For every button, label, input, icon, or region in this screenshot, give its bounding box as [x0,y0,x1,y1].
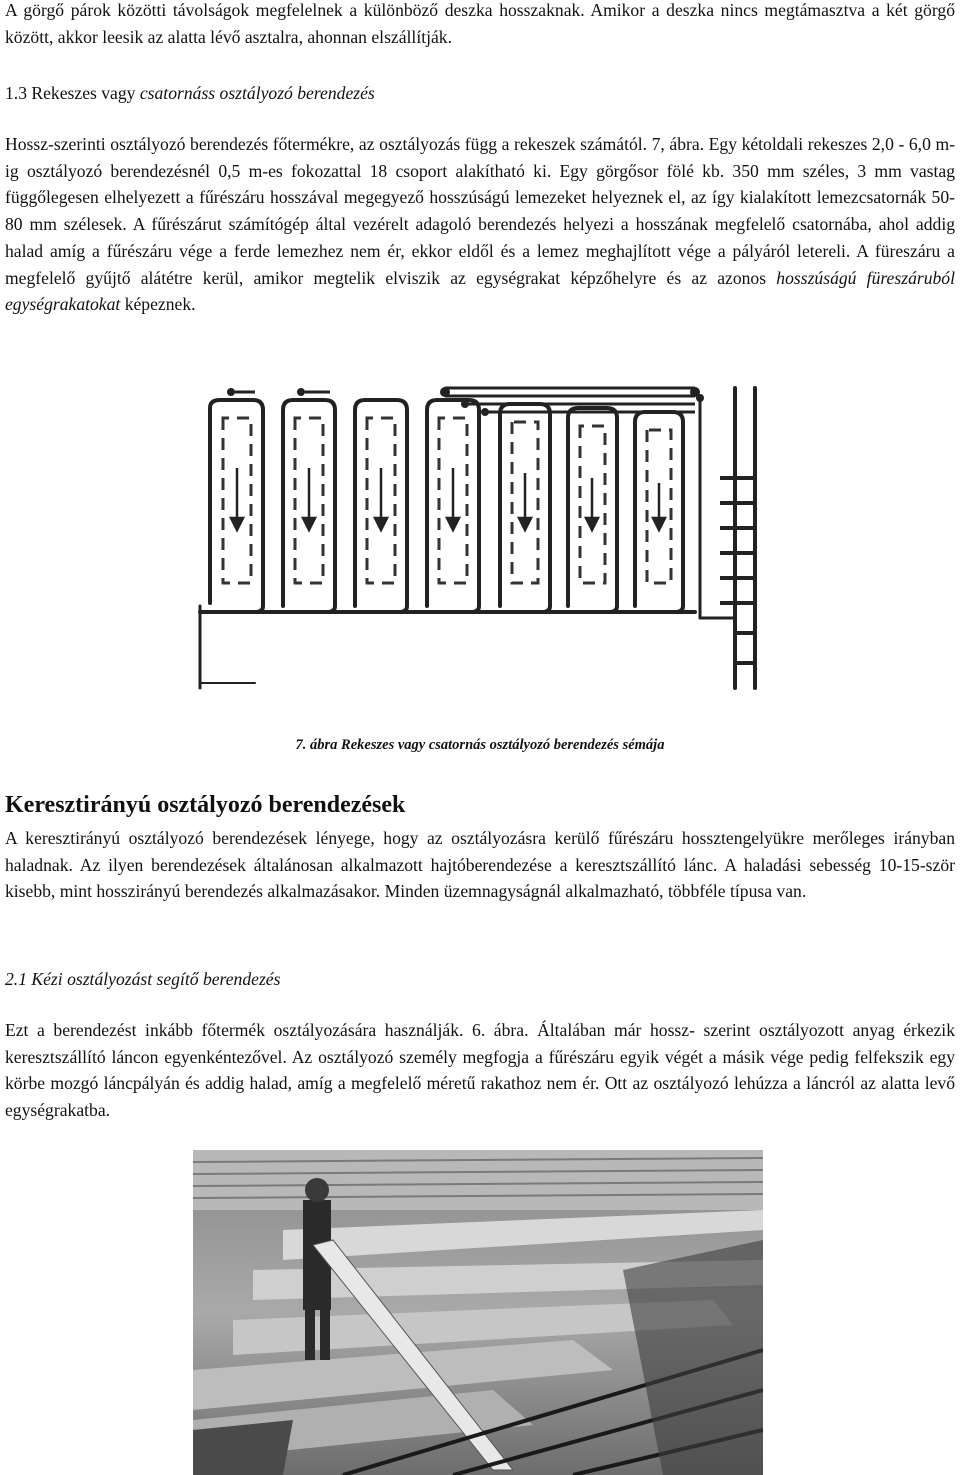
section-2-1-heading [5,966,280,992]
section-2-1-title: 2.1 Kézi osztályozást segítő berendezés [5,969,281,989]
figure-7-diagram [195,378,785,698]
section-1-3-number: 1.3 Rekeszes vagy [5,83,136,103]
section-1-3-title: csatornáss osztályozó berendezés [139,83,375,103]
section-2-body: A keresztirányú osztályozó berendezések lényege, hogy az osztályozásra kerülő fűrészáru hossztengelyükre merőleges irányban haladnak. Az ilyen berendezések általánosan alkalmazott hajtóberendezése a keresztszállító lánc. A haladási sebesség 10-15-ször kisebb, mint hosszirányú berendezés alkalmazásakor. Minden üzemnagyságnál alkalmazható, többféle típusa van. [5,828,955,902]
sorting-line-photo [193,1150,763,1475]
section-1-3-body [5,131,955,318]
sorter-bays [210,400,683,612]
section-1-3-body-end: képeznek. [124,294,196,315]
figure-7-caption: 7. ábra Rekeszes vagy csatornás osztályozó berendezés sémája [295,737,665,753]
section-1-3-body-italic: hosszúságú füreszáruból egységrakatokat [5,267,955,315]
section-2-heading: Keresztirányú osztályozó berendezések [5,792,406,818]
section-1-3-body-text: Hossz-szerinti osztályozó berendezés főtermékre, az osztályozás függ a rekeszek számától. 7, ábra. Egy kétoldali rekeszes 2,0 - 6,0 m-ig osztályozó berendezésnél 0,5 m-es fokozattal 18 csoport alakítható ki. Egy görgősor fölé kb. 350 mm széles, 3 mm vastag függőlegesen elhelyezett a fűrészáru hosszával megegyező hosszúságú lemezeket helyeznek el, az így kialakított lemezcsatornák 50-80 mm szélesek. A fűrészárut számítógép által vezérelt adagoló berendezés helyezi a hosszának megfelelő csatornába, ahol addig halad amíg a fűrészáru vége a ferde lemezhez nem ér, ekkor eldől és a lemez meghajlított vége a pályáról letereli. A füreszáru a megfelelő gyűjtő alátétre kerül, amikor megtelik elviszik az egységrakat képzőhelyre és az azonos [5,134,955,288]
section-1-3-heading [5,80,375,106]
intro-paragraph: A görgő párok közötti távolságok megfelelnek a különböző deszka hosszaknak. Amikor a deszka nincs megtámasztva a két görgő között, akkor leesik az alatta lévő asztalra, ahonnan elszállítják. [5,0,955,47]
section-2-1-body: Ezt a berendezést inkább főtermék osztályozására használják. 6. ábra. Általában már hossz- szerint osztályozott anyag érkezik keresztszállító láncon egyenkéntezővel. Az osztályozó személy megfogja a fűrészáru egyik végét a másik vége pedig felfekszik egy körbe mozgó láncpályán és addig halad, amíg a megfelelő méretű rakathoz nem ér. Ott az osztályozó lehúzza a láncról az alatta levő egységrakatba. [5,1020,955,1121]
